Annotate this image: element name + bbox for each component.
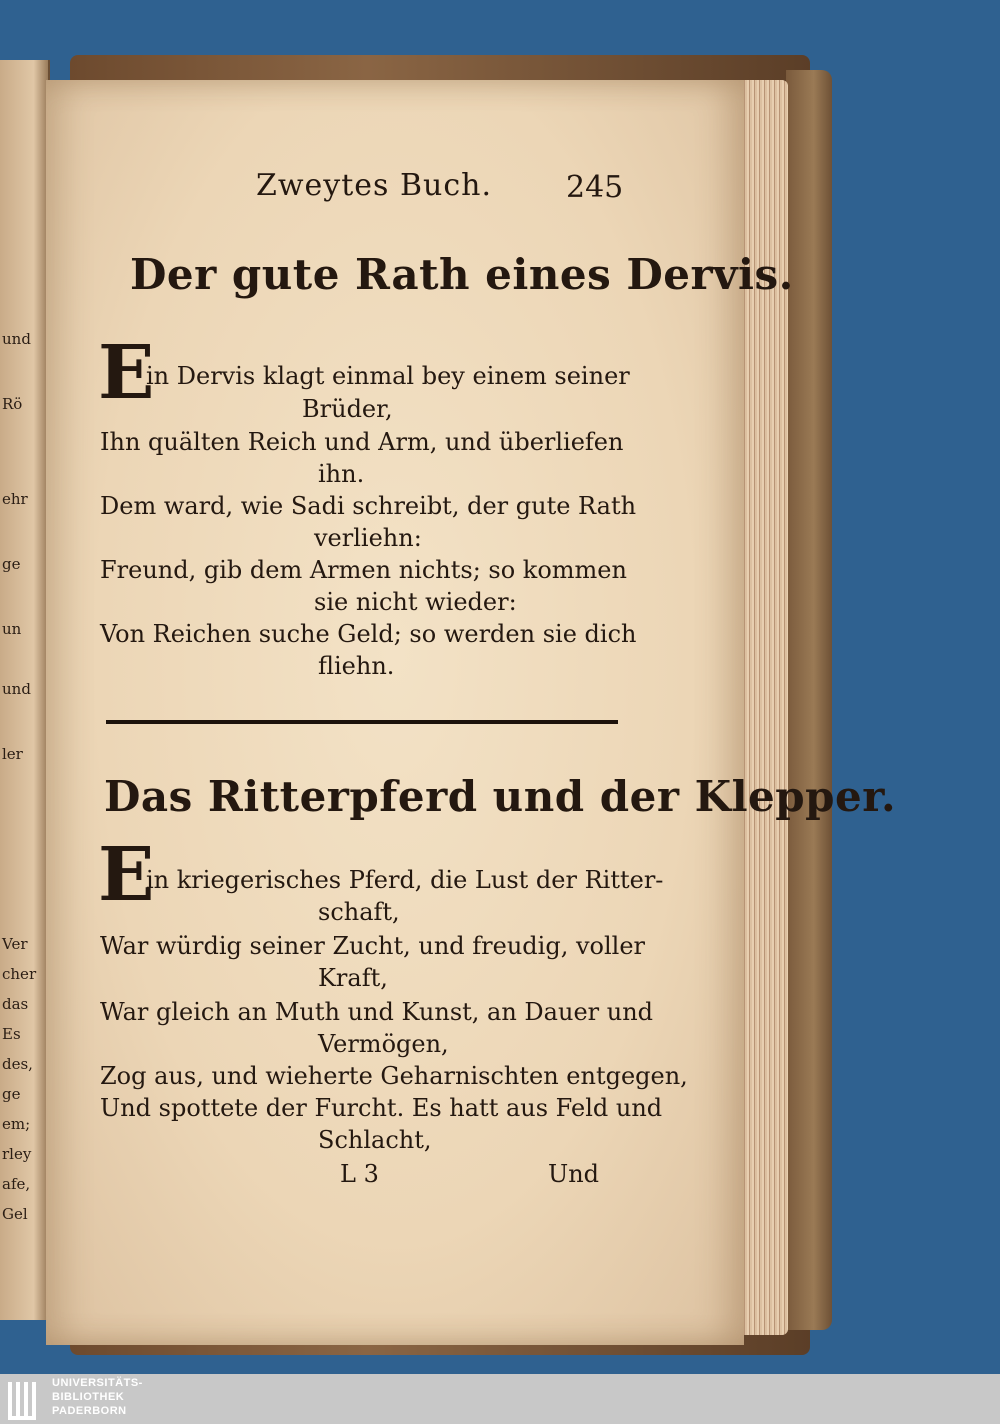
page-number: 245 — [566, 170, 624, 205]
poem-line: War würdig seiner Zucht, und freudig, voller — [100, 932, 646, 960]
left-fragment: cher — [2, 965, 37, 983]
left-fragment: afe, — [2, 1175, 31, 1193]
poem-title: Der gute Rath eines Dervis. — [130, 250, 794, 299]
library-footer-bar — [0, 1374, 1000, 1424]
running-title: Zweytes Buch. — [256, 168, 492, 203]
poem-line: in Dervis klagt einmal bey einem seiner — [146, 362, 630, 390]
library-name-line2: BIBLIOTHEK — [52, 1391, 125, 1403]
left-fragment: Es — [2, 1025, 21, 1043]
left-fragment: und — [2, 330, 31, 348]
drop-cap: E — [98, 330, 155, 416]
library-name-line3: PADERBORN — [52, 1405, 127, 1417]
poem-line: Schlacht, — [318, 1126, 432, 1154]
left-fragment: des, — [2, 1055, 33, 1073]
poem-line: Und spottete der Furcht. Es hatt aus Feld und — [100, 1094, 663, 1122]
poem-line: ihn. — [318, 460, 365, 488]
section-divider — [106, 720, 618, 724]
left-fragment: das — [2, 995, 29, 1013]
poem-line: fliehn. — [318, 652, 395, 680]
left-fragment: ge — [2, 555, 21, 573]
left-fragment: Gel — [2, 1205, 28, 1223]
poem-line: Freund, gib dem Armen nichts; so kommen — [100, 556, 627, 584]
left-fragment: em; — [2, 1115, 31, 1133]
poem-line: Kraft, — [318, 964, 388, 992]
left-fragment: ge — [2, 1085, 21, 1103]
catchword: Und — [548, 1160, 600, 1188]
library-logo-icon — [6, 1378, 42, 1420]
left-fragment: ehr — [2, 490, 28, 508]
poem-title: Das Ritterpferd und der Klepper. — [104, 772, 897, 821]
poem-line: Brüder, — [302, 395, 393, 423]
left-fragment: Ver — [2, 935, 28, 953]
poem-line: schaft, — [318, 898, 400, 926]
left-fragment: rley — [2, 1145, 32, 1163]
poem-line: Vermögen, — [318, 1030, 449, 1058]
poem-line: verliehn: — [314, 524, 422, 552]
poem-line: Dem ward, wie Sadi schreibt, der gute Rath — [100, 492, 637, 520]
drop-cap: E — [98, 832, 155, 918]
signature-mark: L 3 — [340, 1160, 379, 1188]
left-fragment: ler — [2, 745, 23, 763]
poem-line: War gleich an Muth und Kunst, an Dauer und — [100, 998, 654, 1026]
poem-line: Von Reichen suche Geld; so werden sie dich — [100, 620, 637, 648]
poem-line: in kriegerisches Pferd, die Lust der Ritter- — [146, 866, 664, 894]
left-page-edge — [0, 60, 50, 1320]
left-fragment: und — [2, 680, 31, 698]
poem-line: Zog aus, und wieherte Geharnischten entgegen, — [100, 1062, 688, 1090]
left-fragment: Rö — [2, 395, 23, 413]
poem-line: sie nicht wieder: — [314, 588, 517, 616]
left-fragment: un — [2, 620, 22, 638]
library-name-line1: UNIVERSITÄTS- — [52, 1377, 143, 1389]
poem-line: Ihn quälten Reich und Arm, und überliefen — [100, 428, 624, 456]
